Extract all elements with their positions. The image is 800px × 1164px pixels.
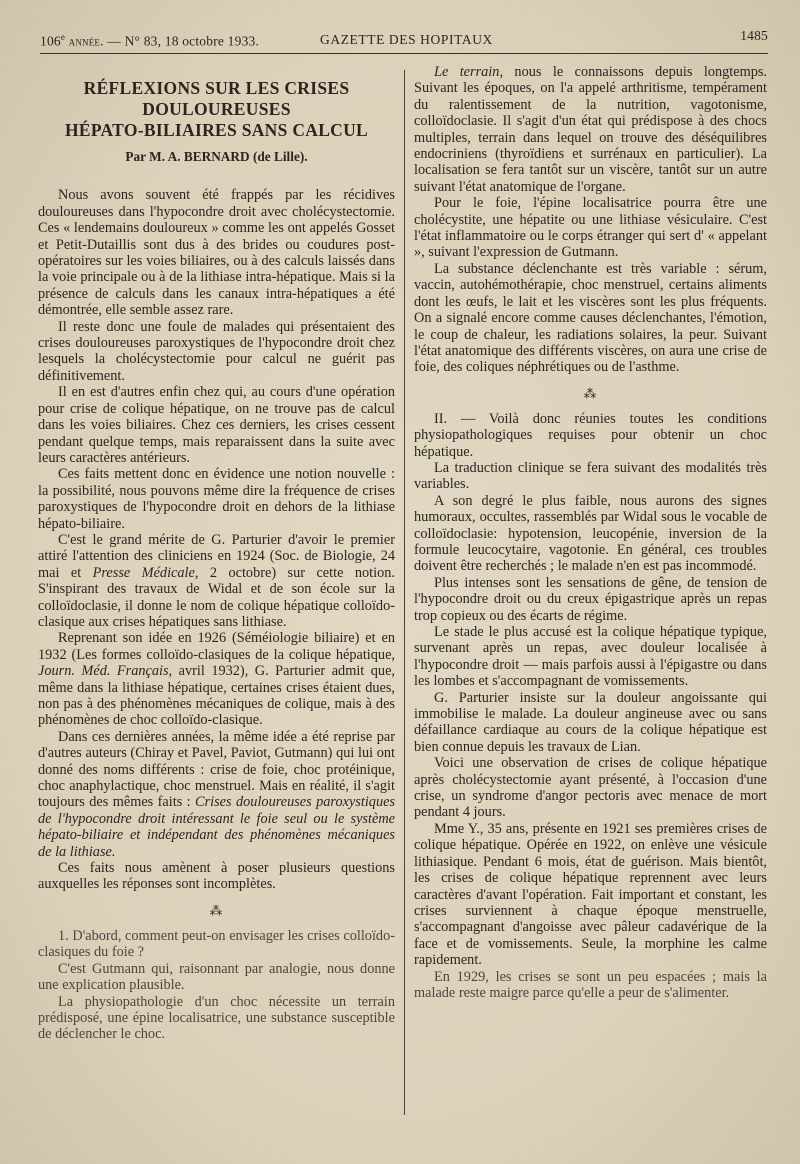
paragraph: Voici une observation de crises de colique hépatique après cholécystectomie ayant présenté, à l'occasion d'une crise, un syndrome d'angor pectoris avec menace de mort pendant 4 jours. xyxy=(414,755,767,821)
paragraph: 1. D'abord, comment peut-on envisager les crises colloïdo-clasiques du foie ? xyxy=(38,927,395,961)
paragraph: C'est le grand mérite de G. Parturier d'avoir le premier attiré l'attention des cliniciens en 1924 (Soc. de Biologie, 24 mai et Presse Médicale, 2 octobre) sur cette notion. S'inspirant des travaux de Widal et de son école sur la colloïdoclasie, il donne le nom de colique hépatique colloïdo-clasique aux crises hépatiques sans lithiase. xyxy=(38,531,395,630)
section-separator: ⁂ xyxy=(209,902,224,918)
paragraph: Ces faits mettent donc en évidence une notion nouvelle : la possibilité, nous pouvons même dire la fréquence de crises paroxystiques de l'hypocondre droit en dehors de la lithiase hépato-biliaire. xyxy=(38,466,395,532)
paragraph: Il en est d'autres enfin chez qui, au cours d'une opération pour crise de colique hépatique, on ne trouve pas de calcul dans les voies biliaires. Chez ces derniers, les crises cessent pendant quelque temps, mais reparaissent dans la suite avec leurs caractères antérieurs. xyxy=(38,384,395,466)
paragraph: Ces faits nous amènent à poser plusieurs questions auxquelles les réponses sont incomplètes. xyxy=(38,860,395,893)
issue-info: 106e année. — N° 83, 18 octobre 1933. xyxy=(40,32,260,49)
paragraph: II. — Voilà donc réunies toutes les conditions physiopathologiques requises pour obtenir un choc hépatique. xyxy=(414,410,767,460)
article-title: RÉFLEXIONS SUR LES CRISES DOULOUREUSES HÉPATO-BILIAIRES SANS CALCUL xyxy=(64,78,369,140)
paragraph: Mme Y., 35 ans, présente en 1921 ses premières crises de colique hépatique. Opérée en 1922, on enlève une vésicule lithiasique. Pendant 6 mois, état de guérison. Mais bientôt, les crises de colique hépatique reprennent avec leurs caractères d'avant l'opération. Fait important et constant, les crises surviennent à chaque époque menstruelle, s'accompagnant d'angoisse avec pâleur cadavérique de la face et de vomissements. Seule, la morphine les calme rapidement. xyxy=(414,820,767,969)
paragraph: Le stade le plus accusé est la colique hépatique typique, survenant après un repas, avec douleur localisée à l'hypocondre droit — mais parfois aussi à l'épigastre ou dans les lombes et s'accompagnant de vomissements. xyxy=(414,624,767,690)
paragraph: La traduction clinique se fera suivant des modalités très variables. xyxy=(414,459,767,493)
paragraph: G. Parturier insiste sur la douleur angoissante qui immobilise le malade. La douleur angineuse avec ou sans défaillance cardiaque au cours de la colique hépatique est bien connue depuis les travaux de Lian. xyxy=(414,689,767,755)
left-column xyxy=(38,64,395,1043)
article-author: Par M. A. BERNARD (de Lille). xyxy=(125,149,308,164)
page-header xyxy=(40,28,768,50)
paragraph: C'est Gutmann qui, raisonnant par analogie, nous donne une explication plausible. xyxy=(38,960,395,994)
paragraph: La substance déclenchante est très variable : sérum, vaccin, autohémothérapie, choc menstruel, certains aliments dont les œufs, le lait et les viscères sont les plus fréquents. On a signalé encore comme causes déclenchantes, l'émotion, le coup de chaleur, les radiations solaires, la peur. Suivant l'état anatomique des différents viscères, on aura une crise de foie, des coliques néphrétiques ou de l'asthme. xyxy=(414,260,767,376)
right-column xyxy=(414,64,767,1001)
paragraph: Le terrain, nous le connaissons depuis longtemps. Suivant les époques, on l'a appelé arthritisme, tempérament du ralentissement de la nutrition, vagotonisme, colloïdoclasie. Il s'agit d'un état qui prédispose à des chocs multiples, terrain dans lequel on trouve des déséquilibres endocriniens (thyroïdiens et surrénaux en particulier). La localisation se fera tantôt sur un viscère, tantôt sur un autre suivant l'état anatomique de l'organe. xyxy=(414,64,767,195)
section-separator: ⁂ xyxy=(583,385,598,401)
paragraph: Nous avons souvent été frappés par les récidives douloureuses dans l'hypocondre droit avec cholécystectomie. Ces « lendemains douloureux » comme les ont appelés Gosset et Petit-Dutaillis sont dus à des brides ou coudures post-opératoires sur les voies biliaires, ou à des calculs laissés dans la voie principale ou à de la lithiase intra-hépatique. Mais si la présence de calculs dans les canaux intra-hépatiques a été démontrée, elle semble assez rare. xyxy=(38,187,395,319)
paragraph: Reprenant son idée en 1926 (Séméiologie biliaire) et en 1932 (Les formes colloïdo-clasiques de la colique hépatique, Journ. Méd. Français, avril 1932), G. Parturier admit que, même dans la lithiase hépatique, certaines crises étaient dues, non pas à des phénomènes mécaniques de colique, mais à des phénomènes de choc colloïdo-clasique. xyxy=(38,630,395,729)
paragraph: Il reste donc une foule de malades qui présentaient des crises douloureuses paroxystiques de l'hypocondre droit chez lesquels la cholécystectomie pour calcul ne guérit pas définitivement. xyxy=(38,318,395,384)
column-divider xyxy=(404,70,405,1115)
paragraph: Plus intenses sont les sensations de gêne, de tension de l'hypocondre droit ou du creux épigastrique après un repas trop copieux ou des écarts de régime. xyxy=(414,574,767,624)
paragraph: Dans ces dernières années, la même idée a été reprise par d'autres auteurs (Chiray et Pavel, Paviot, Gutmann) qui lui ont donné des noms différents : crise de foie, choc protéinique, choc anaphylactique, choc menstruel. Mais en réalité, il s'agit toujours des mêmes faits : Crises douloureuses paroxystiques de l'hypocondre droit intéressant le foie seul ou le système hépato-biliaire et indépendant des phénomènes mécaniques de la lithiase. xyxy=(38,728,396,860)
paragraph: A son degré le plus faible, nous aurons des signes humoraux, occultes, rassemblés par Widal sous le vocable de colloïdoclasie: hypotension, leucopénie, inversion de la formule leucocytaire, vagotonie. En général, ces troubles doivent être recherchés ; le malade n'en est pas incommodé. xyxy=(414,492,767,575)
page-number: 1485 xyxy=(740,28,768,43)
paragraph: Pour le foie, l'épine localisatrice pourra être une cholécystite, une hépatite ou une lithiase vésiculaire. C'est l'état inflammatoire ou le corps étranger qui sert d' « appelant », suivant l'expression de Gutmann. xyxy=(414,195,767,261)
paragraph: La physiopathologie d'un choc nécessite un terrain prédisposé, une épine localisatrice, une substance susceptible de déclencher le choc. xyxy=(38,993,395,1043)
header-rule xyxy=(40,53,768,54)
journal-name: GAZETTE DES HOPITAUX xyxy=(320,32,493,47)
paragraph: En 1929, les crises se sont un peu espacées ; mais la malade reste maigre parce qu'elle a peur de s'alimenter. xyxy=(414,968,767,1001)
